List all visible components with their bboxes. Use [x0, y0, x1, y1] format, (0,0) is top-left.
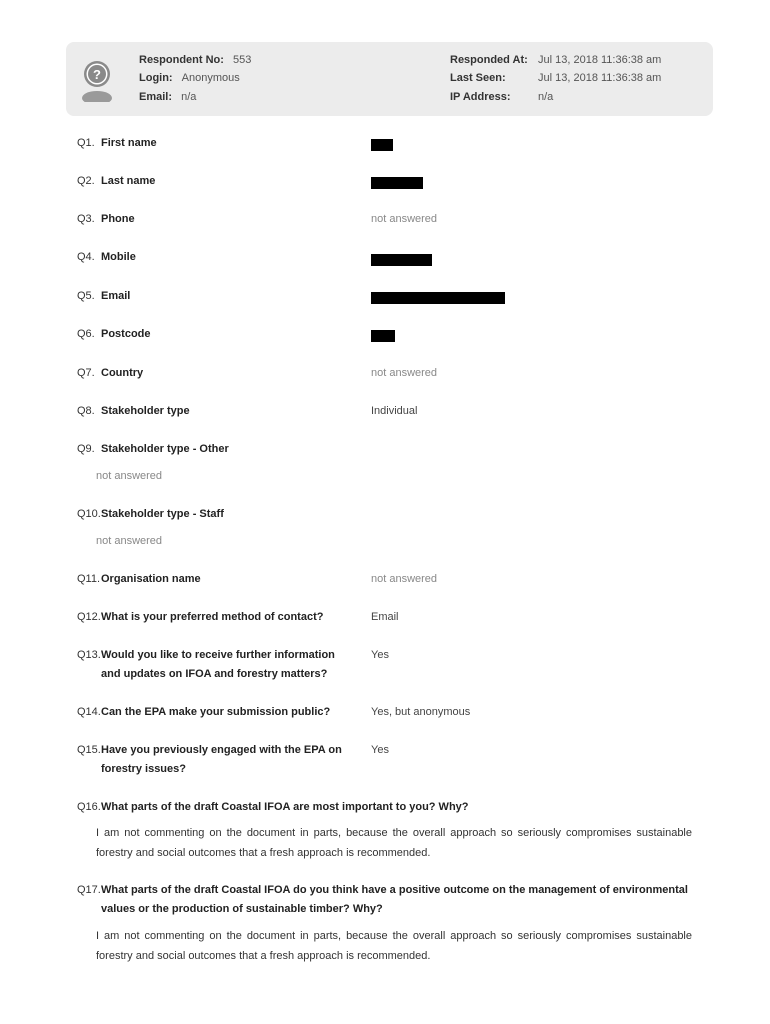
question-text: Organisation name — [101, 573, 201, 585]
question-text: Mobile — [101, 251, 136, 263]
question-q8 — [77, 402, 357, 420]
question-text: What is your preferred method of contact? — [101, 611, 324, 623]
question-text: Email — [101, 290, 131, 302]
question-q4 — [77, 248, 357, 266]
question-q15 — [77, 741, 357, 779]
answer-q15: Yes — [371, 744, 389, 756]
svg-text:?: ? — [93, 67, 101, 82]
question-text: Postcode — [101, 328, 151, 340]
question-q7 — [77, 364, 357, 382]
question-text: Last name — [101, 175, 156, 187]
responded-at-label: Responded At: — [450, 54, 528, 66]
question-number: Q10. — [77, 508, 101, 520]
question-text: Stakeholder type - Staff — [101, 508, 224, 520]
question-q5 — [77, 287, 357, 305]
question-number: Q16. — [77, 801, 101, 813]
question-q14 — [77, 703, 357, 721]
question-text-line1: Would you like to receive further information — [101, 649, 335, 661]
question-q11 — [77, 570, 357, 588]
ip-value-wrap — [538, 90, 553, 104]
ip-label: IP Address: — [450, 91, 511, 103]
question-q3 — [77, 210, 357, 228]
question-number: Q6. — [77, 328, 95, 340]
question-number: Q13. — [77, 649, 101, 661]
email-label: Email: — [139, 91, 173, 103]
question-number: Q9. — [77, 443, 95, 455]
responded-at-value-wrap — [538, 53, 661, 67]
question-q2 — [77, 172, 357, 190]
question-q16 — [77, 798, 697, 816]
answer-q8: Individual — [371, 405, 418, 417]
question-number: Q3. — [77, 213, 95, 225]
email-row — [139, 90, 196, 104]
email-value: n/a — [181, 91, 197, 103]
answer-q7: not answered — [371, 367, 438, 379]
question-q13 — [77, 646, 357, 684]
answer-q13: Yes — [371, 649, 389, 661]
question-text-line2: and updates on IFOA and forestry matters? — [101, 668, 328, 680]
question-number: Q8. — [77, 405, 95, 417]
question-number: Q17. — [77, 884, 101, 896]
redacted-answer-q5 — [371, 292, 505, 304]
question-text: Phone — [101, 213, 135, 225]
redacted-answer-q4 — [371, 254, 432, 266]
responded-at-value: Jul 13, 2018 11:36:38 am — [538, 54, 662, 66]
answer-q11: not answered — [371, 573, 438, 585]
question-q17 — [77, 881, 717, 919]
question-text-line1: What parts of the draft Coastal IFOA do you think have a positive outcome on the management of environmental — [101, 884, 688, 896]
question-number: Q7. — [77, 367, 95, 379]
redacted-answer-q6 — [371, 330, 395, 342]
question-text: Stakeholder type - Other — [101, 443, 229, 455]
answer-q16: I am not commenting on the document in parts, because the overall approach so seriously compromises sustainable forestry and social outcomes that a fresh approach is recommended. — [96, 827, 692, 859]
question-number: Q2. — [77, 175, 95, 187]
ip-value: n/a — [538, 91, 554, 103]
question-text: Stakeholder type — [101, 405, 190, 417]
login-label: Login: — [139, 72, 173, 84]
question-text-line2: forestry issues? — [101, 763, 186, 775]
question-number: Q1. — [77, 137, 95, 149]
question-text: Can the EPA make your submission public? — [101, 706, 331, 718]
redacted-answer-q1 — [371, 139, 393, 151]
respondent-no-value: 553 — [233, 54, 252, 66]
responded-at-row — [450, 53, 528, 67]
question-number: Q4. — [77, 251, 95, 263]
question-text-line2: values or the production of sustainable timber? Why? — [101, 903, 383, 915]
answer-q14: Yes, but anonymous — [371, 706, 471, 718]
question-text: Country — [101, 367, 144, 379]
question-text-line1: Have you previously engaged with the EPA on — [101, 744, 342, 756]
question-number: Q5. — [77, 290, 95, 302]
answer-q9: not answered — [96, 470, 163, 482]
login-row — [139, 71, 240, 85]
answer-q17: I am not commenting on the document in parts, because the overall approach so seriously compromises sustainable forestry and social outcomes that a fresh approach is recommended. — [96, 930, 692, 962]
respondent-header — [66, 42, 713, 116]
answer-q10: not answered — [96, 535, 163, 547]
question-q10 — [77, 505, 357, 523]
redacted-answer-q2 — [371, 177, 423, 189]
question-q12 — [77, 608, 357, 626]
respondent-no-label: Respondent No: — [139, 54, 224, 66]
last-seen-row — [450, 71, 506, 85]
anonymous-avatar-icon — [80, 60, 114, 102]
question-number: Q12. — [77, 611, 101, 623]
answer-q12: Email — [371, 611, 399, 623]
question-q1 — [77, 134, 357, 152]
question-number: Q14. — [77, 706, 101, 718]
question-q9 — [77, 440, 357, 458]
ip-row — [450, 90, 511, 104]
question-q6 — [77, 325, 357, 343]
respondent-no-row — [139, 53, 251, 67]
question-number: Q15. — [77, 744, 101, 756]
login-value: Anonymous — [181, 72, 240, 84]
last-seen-label: Last Seen: — [450, 72, 506, 84]
question-text: First name — [101, 137, 157, 149]
answer-q3: not answered — [371, 213, 438, 225]
question-number: Q11. — [77, 573, 101, 585]
question-text: What parts of the draft Coastal IFOA are most important to you? Why? — [101, 801, 469, 813]
last-seen-value-wrap — [538, 71, 661, 85]
last-seen-value: Jul 13, 2018 11:36:38 am — [538, 72, 662, 84]
